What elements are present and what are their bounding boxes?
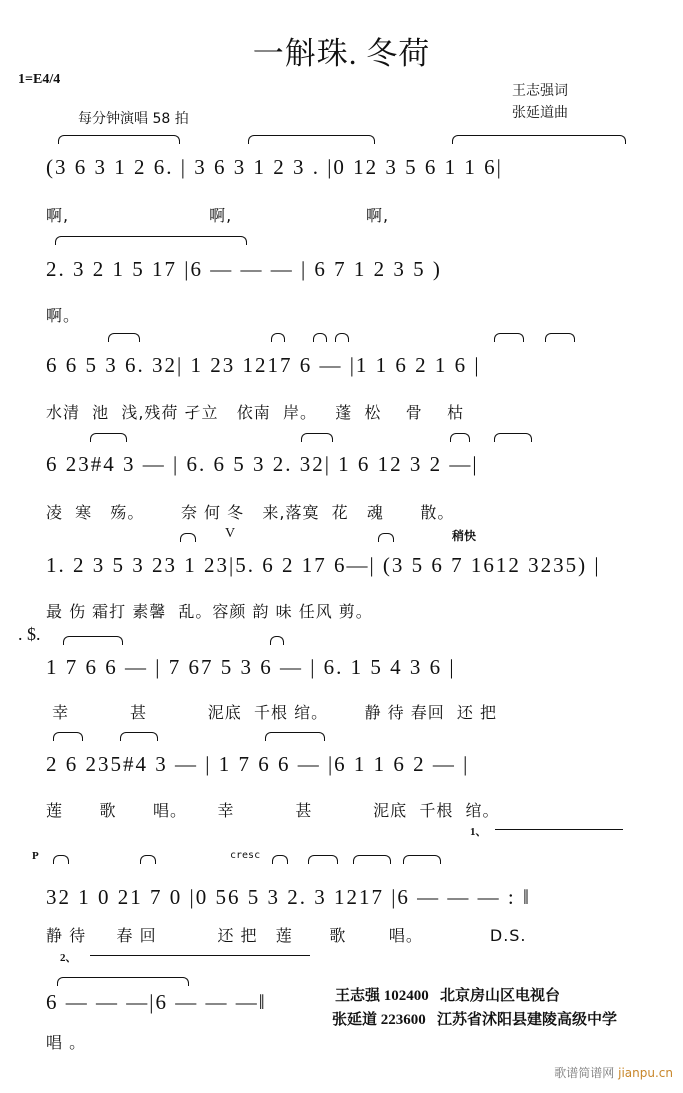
score-line-7: 2 6 235#4 3 — | 1 7 6 6 — |6 1 1 6 2 — | [46, 752, 470, 776]
breath-mark: V [225, 526, 236, 541]
watermark-cn: 歌谱简谱网 [554, 1066, 615, 1080]
footer-place-1: 北京房山区电视台 [440, 988, 561, 1004]
score-line-9: 6 — — —|6 — — —‖ [46, 990, 267, 1014]
segno-mark: . $. [18, 624, 41, 644]
score-line-2: 2. 3 2 1 5 17 |6 — — — | 6 7 1 2 3 5 ) [46, 257, 442, 281]
tempo-marking: 每分钟演唱 58 拍 [78, 111, 189, 127]
score-line-5: 1. 2 3 5 3 23 1 23|5. 6 2 17 6—| (3 5 6 7 1612 3235) | [46, 553, 601, 577]
lyrics-line-5: 最 伤 霜打 素馨 乱。容颜 韵 味 任风 剪。 [46, 602, 373, 621]
lyrics-line-6: 幸 甚 泥底 千根 绾。 静 待 春回 还 把 [46, 703, 498, 722]
score-line-6: 1 7 6 6 — | 7 67 5 3 6 — | 6. 1 5 4 3 6 | [46, 655, 456, 679]
lyrics-line-9: 唱 。 [46, 1033, 87, 1052]
lyrics-line-1: 啊, 啊, 啊, [46, 206, 390, 225]
footer-row-1 [335, 984, 560, 1005]
score-line-4: 6 23#4 3 — | 6. 6 5 3 2. 32| 1 6 12 3 2 —| [46, 452, 479, 476]
watermark [554, 1064, 673, 1081]
watermark-site: jianpu.cn [618, 1066, 673, 1080]
tempo-change-mark: 稍快 [452, 529, 477, 543]
dynamic-piano: P [32, 850, 39, 862]
lyricist-credit: 王志强词 [512, 83, 568, 99]
footer-name-2: 张延道 [332, 1012, 378, 1028]
footer-code-1: 102400 [383, 988, 429, 1004]
composer-credit: 张延道曲 [512, 105, 568, 121]
lyrics-line-2: 啊。 [46, 306, 81, 325]
lyrics-line-8: 静 待 春 回 还 把 莲 歌 唱。 D.S. [46, 926, 527, 945]
footer-row-2 [332, 1008, 617, 1029]
footer-place-2: 江苏省沭阳县建陵高级中学 [437, 1012, 618, 1028]
dynamic-cresc: cresc [230, 850, 261, 861]
score-line-3: 6 6 5 3 6. 32| 1 23 1217 6 — |1 1 6 2 1 6 | [46, 353, 481, 377]
key-signature: 1=E4/4 [18, 72, 61, 87]
footer-name-1: 王志强 [335, 988, 381, 1004]
lyrics-line-7: 莲 歌 唱。 幸 甚 泥底 千根 绾。 [46, 801, 500, 820]
score-line-1: (3 6 3 1 2 6. | 3 6 3 1 2 3 . |0 12 3 5 6 1 1 6| [46, 155, 503, 179]
lyrics-line-4: 凌 寒 殇。 奈 何 冬 来,落寞 花 魂 散。 [46, 503, 455, 522]
score-line-8: 32 1 0 21 7 0 |0 56 5 3 2. 3 1217 |6 — — — : ‖ [46, 885, 531, 909]
song-title: 一斛珠. 冬荷 [252, 36, 431, 71]
volta-2-label: 2、 [60, 952, 77, 964]
footer-code-2: 223600 [380, 1012, 426, 1028]
lyrics-line-3: 水清 池 浅,残荷 孑立 依南 岸。 蓬 松 骨 枯 [46, 403, 465, 422]
volta-1-label: 1、 [470, 826, 487, 838]
